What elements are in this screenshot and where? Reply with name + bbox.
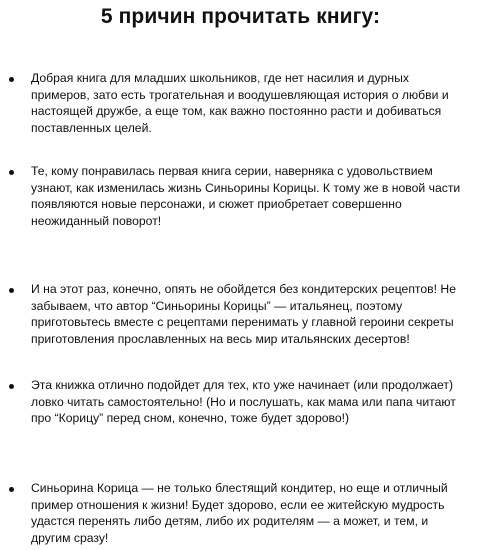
reason-text: Те, кому понравилась первая книга серии, наверняка с удовольствием узнают, как изменилась жизнь Синьорины Корицы. К тому же в новой части появляются новые персонажи, и сюжет приобретает совершенно неожиданный поворот! [31, 164, 461, 228]
reason-text: Добрая книга для младших школьников, где нет насилия и дурных примеров, зато есть трогательная и воодушевляющая история о любви и настоящей дружбе, а еще том, как важно постоянно расти и добиваться поставленных целей. [31, 71, 449, 135]
list-item [31, 377, 471, 427]
bullet-icon [9, 487, 14, 492]
bullet-icon [9, 288, 14, 293]
list-item [31, 70, 471, 136]
page-title: 5 причин прочитать книгу: [100, 5, 381, 28]
bullet-icon [9, 77, 14, 82]
list-item [31, 281, 471, 347]
reason-text: Эта книжка отлично подойдет для тех, кто уже начинает (или продолжает) ловко читать самостоятельно! (Но и послушать, как мама или папа читают про “Корицу” перед сном, конечно, тоже будет здорово!) [31, 378, 456, 425]
list-item [31, 163, 471, 229]
reason-text: Синьорина Корица — не только блестящий кондитер, но еще и отличный пример отношения к жизни! Будет здорово, если ее житейскую мудрость удастся перенять либо детям, либо их родителям — а может, и тем, и другим сразу! [31, 481, 448, 545]
bullet-icon [9, 384, 14, 389]
list-item [31, 480, 471, 546]
bullet-icon [9, 170, 14, 175]
reason-text: И на этот раз, конечно, опять не обойдется без кондитерских рецептов! Не забываем, что автор “Синьорины Корицы” — итальянец, поэтому приготовьтесь вместе с рецептами перенимать у главной героини секреты приготовления прославленных на весь мир итальянских десертов! [31, 282, 456, 346]
